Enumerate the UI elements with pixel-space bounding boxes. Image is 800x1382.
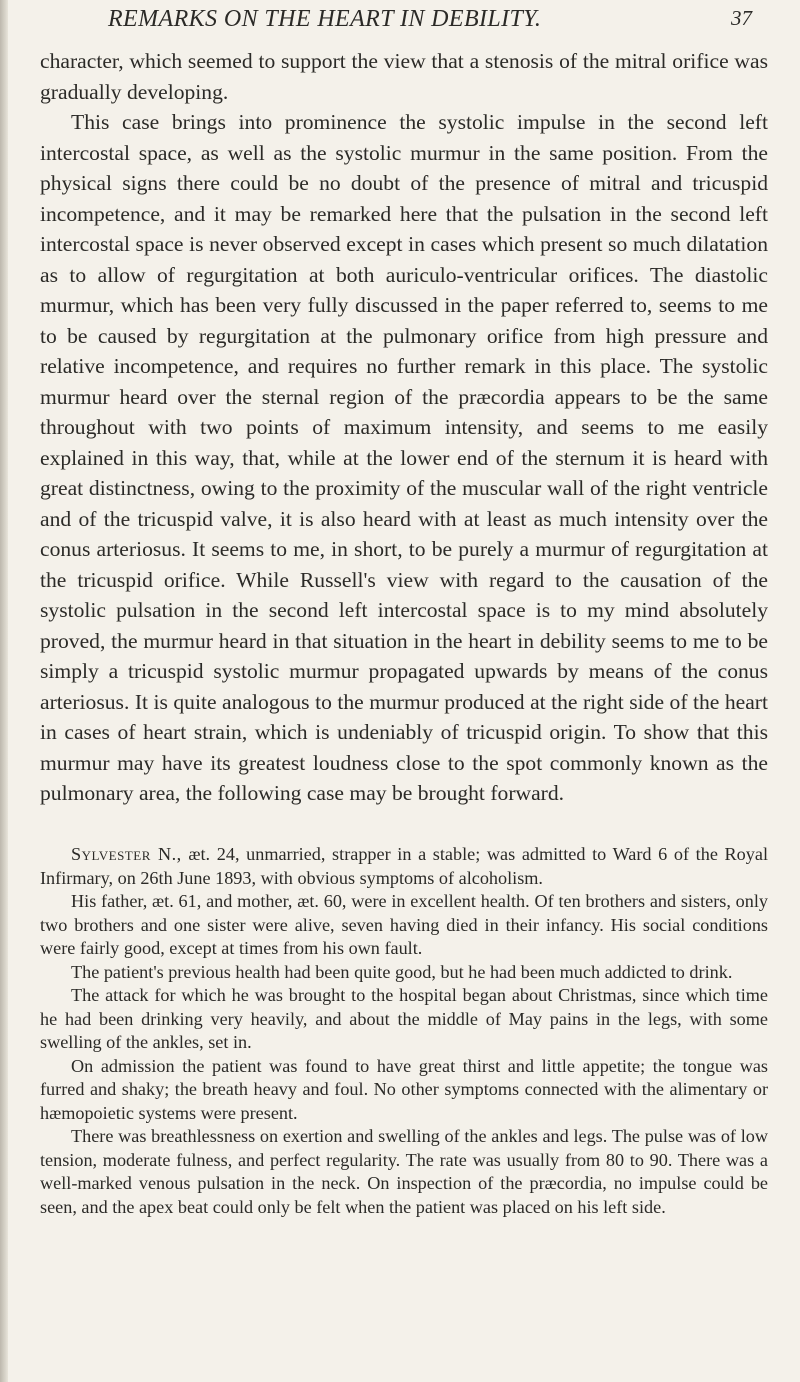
case-report: [40, 843, 768, 1219]
paragraph-discussion: This case brings into prominence the systolic impulse in the second left intercostal space, as well as the systolic murmur in the same position. From the physical signs there could be no doubt of the presence of mitral and tricuspid incompetence, and it may be remarked here that the pulsation in the second left intercostal space is never observed except in cases which present so much dilatation as to allow of regurgitation at both auriculo-ventricular orifices. The diastolic murmur, which has been very fully discussed in the paper referred to, seems to me to be caused by regurgitation at the pulmonary orifice from high pressure and relative incompetence, and requires no further remark in this place. The systolic murmur heard over the sternal region of the præcordia appears to be the same throughout with two points of maximum intensity, and seems to me easily explained in this way, that, while at the lower end of the sternum it is heard with great distinctness, owing to the proximity of the muscular wall of the right ventricle and of the tricuspid valve, it is also heard with at least as much intensity over the conus arteriosus. It seems to me, in short, to be purely a murmur of regurgitation at the tricuspid orifice. While Russell's view with regard to the causation of the systolic pulsation in the second left intercostal space is to my mind absolutely proved, the murmur heard in that situation in the heart in debility seems to me to be simply a tricuspid systolic murmur propagated upwards by means of the conus arteriosus. It is quite analogous to the murmur produced at the right side of the heart in cases of heart strain, which is undeniably of tricuspid origin. To show that this murmur may have its greatest loudness close to the spot commonly known as the pulmonary area, the following case may be brought forward.: [40, 110, 768, 805]
main-text: [40, 46, 768, 809]
patient-name: Sylvester N.,: [71, 844, 182, 864]
case-family-history: His father, æt. 61, and mother, æt. 60, were in excellent health. Of ten brothers and sisters, only two brothers and one sister were alive, seven having died in their infancy. His social conditions were fairly good, except at times from his own fault.: [40, 891, 768, 958]
running-head: [0, 2, 800, 36]
case-circulatory-findings: There was breathlessness on exertion and swelling of the ankles and legs. The pulse was of low tension, moderate fulness, and perfect regularity. The rate was usually from 80 to 90. There was a well-marked venous pulsation in the neck. On inspection of the præcordia, no impulse could be seen, and the apex beat could only be felt when the patient was placed on his left side.: [40, 1126, 768, 1217]
case-present-attack: The attack for which he was brought to the hospital began about Christmas, since which time he had been drinking very heavily, and about the middle of May pains in the legs, with some swelling of the ankles, set in.: [40, 985, 768, 1052]
case-introduction: [40, 843, 768, 890]
paragraph-continuation: character, which seemed to support the view that a stenosis of the mitral orifice was gradually developing.: [40, 49, 768, 104]
case-previous-health: The patient's previous health had been quite good, but he had been much addicted to drink.: [71, 961, 733, 982]
running-head-title: REMARKS ON THE HEART IN DEBILITY.: [108, 6, 542, 32]
page-number: 37: [731, 6, 752, 30]
case-admission-findings: On admission the patient was found to have great thirst and little appetite; the tongue was furred and shaky; the breath heavy and foul. No other symptoms connected with the alimentary or hæmopoietic systems were present.: [40, 1055, 768, 1123]
page-binding-edge: [0, 0, 8, 1382]
case-introduction-text: æt. 24, unmarried, strapper in a stable; was admitted to Ward 6 of the Royal Infirmary, on 26th June 1893, with obvious symptoms of alcoholism.: [40, 844, 768, 888]
